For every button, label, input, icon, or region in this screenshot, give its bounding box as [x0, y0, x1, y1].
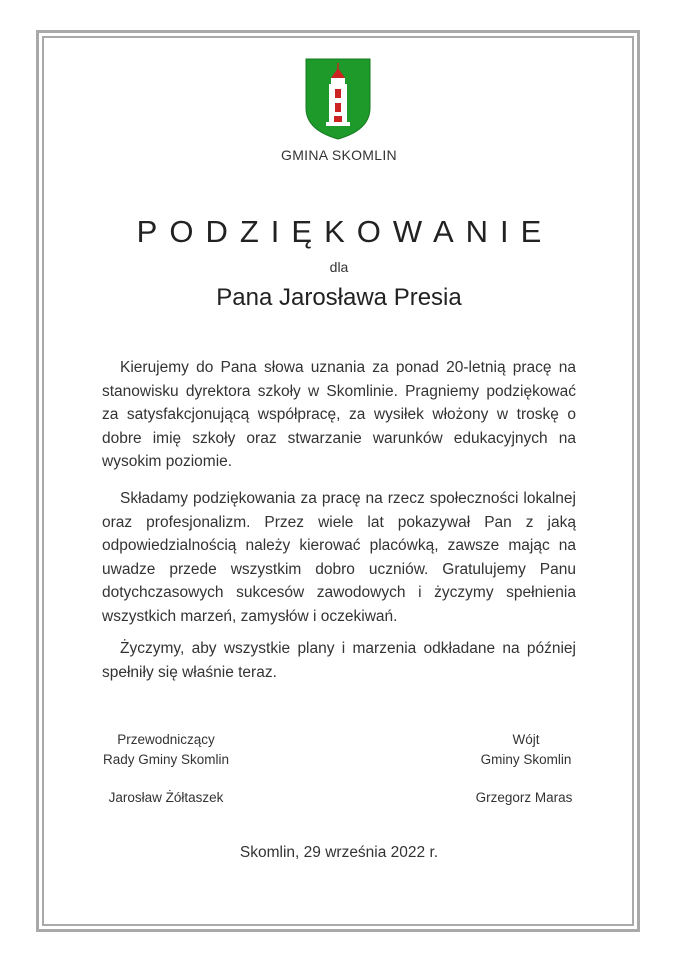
for-label: dla [329, 259, 349, 275]
signature-left-name: Jarosław Żółtaszek [108, 790, 224, 805]
municipality-label: GMINA SKOMLIN [281, 147, 397, 163]
body-paragraph-2: Składamy podziękowania za pracę na rzecz społeczności lokalnej oraz profesjonalizm. Przez wiele lat pokazywał Pan z jaką odpowiedzialnością należy kierować placówką, zawsze mając na uwadze przede wszystkim dobro uczniów. Gratulujemy Panu dotychczasowych sukcesów zawodowych i życzymy spełnienia wszystkich marzeń, zamysłów i oczekiwań. [102, 490, 576, 625]
signature-right-role-line2: Gminy Skomlin [480, 752, 572, 767]
signature-right-role-line1: Wójt [512, 732, 540, 747]
document-title: PODZIĘKOWANIE [136, 214, 554, 249]
signature-left-role-line2: Rady Gminy Skomlin [102, 752, 230, 767]
body-paragraph-3: Życzymy, aby wszystkie plany i marzenia odkładane na później spełniły się właśnie teraz. [102, 640, 576, 681]
signature-right-name: Grzegorz Maras [475, 790, 573, 805]
body-paragraph-1: Kierujemy do Pana słowa uznania za ponad 20-letnią pracę na stanowisku dyrektora szkoły w Skomlinie. Pragniemy podziękować za satysfakcjonującą współpracę, za wysiłek włożony w troskę o dobre imię szkoły oraz stwarzanie warunków edukacyjnych na wysokim poziomie. [102, 359, 576, 470]
place-and-date: Skomlin, 29 września 2022 r. [239, 844, 439, 861]
signature-left-role-line1: Przewodniczący [117, 732, 215, 747]
coat-of-arms-tower-icon [305, 58, 371, 140]
signature-left-role [86, 730, 246, 770]
recipient-name: Pana Jarosława Presia [216, 284, 462, 311]
signature-right-role [446, 730, 606, 770]
